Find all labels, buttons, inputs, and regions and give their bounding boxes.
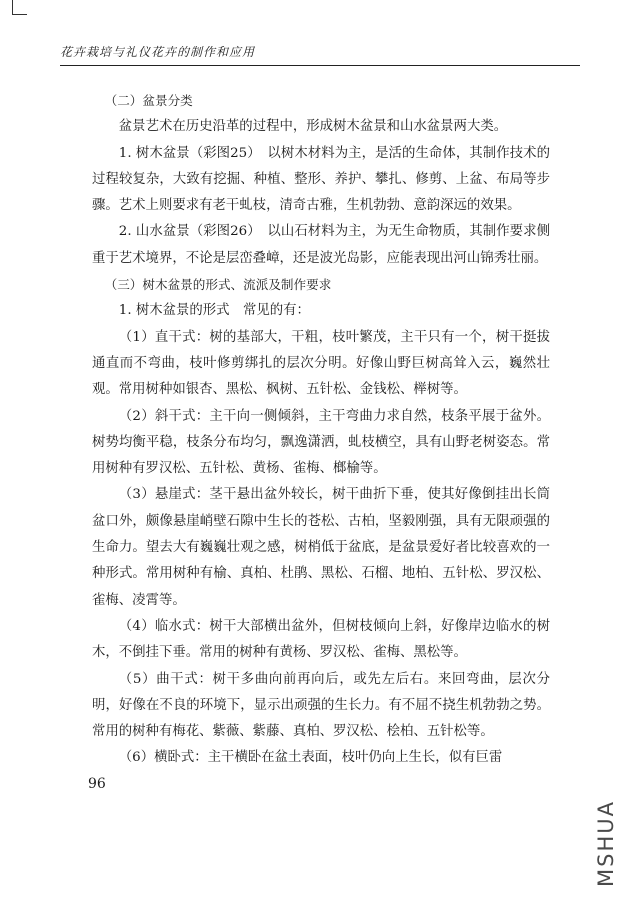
paragraph: 2. 山水盆景（彩图26） 以山石材料为主，为无生命物质，其制作要求侧重于艺术境界，不论是层峦叠嶂，还是波光岛影，应能表现出河山锦秀壮丽。 [92,224,550,266]
running-header [60,41,580,66]
paragraph: 1. 树木盆景（彩图25） 以树木材料为主，是活的生命体，其制作技术的过程较复杂，大致有挖掘、种植、整形、养护、攀扎、修剪、上盆、布局等步骤。艺术上则要求有老干虬枝，清奇古雅，生机勃勃、意韵深远的效果。 [92,145,550,214]
paragraph: （6）横卧式：主干横卧在盆土表面，枝叶仍向上生长，似有巨雷 [118,750,503,766]
paragraph: （2）斜干式：主干向一侧倾斜，主干弯曲力求自然，枝条平展于盆外。树势均衡平稳，枝条分布均匀，飘逸潇洒，虬枝横空，具有山野老树姿态。常用树种有罗汉松、五针松、黄杨、雀梅、榔榆等。 [92,408,550,477]
section-heading-classification: （二）盆景分类 [104,93,193,108]
section-heading-forms: （三）树木盆景的形式、流派及制作要求 [104,277,332,293]
paragraph: 盆景艺术在历史沿革的过程中，形成树木盆景和山水盆景两大类。 [118,119,508,135]
paragraph: （1）直干式：树的基部大，干粗，枝叶繁茂，主干只有一个，树干挺拔通直而不弯曲，枝叶修剪绑扎的层次分明。好像山野巨树高耸入云，巍然壮观。常用树种如银杏、黑松、枫树、五针松、金钱松、榉树等。 [92,329,550,398]
running-header-title: 花卉栽培与礼仪花卉的制作和应用 [60,45,256,59]
page-number: 96 [88,776,106,792]
paragraph: （3）悬崖式：茎干悬出盆外较长，树干曲折下垂，使其好像倒挂出长筒盆口外，颇像悬崖峭壁石隙中生长的苍松、古柏，坚毅刚强，具有无限顽强的生命力。望去大有巍巍壮观之感，树梢低于盆底，是盆景爱好者比较喜欢的一种形式。常用树种有榆、真柏、杜鹃、黑松、石榴、地柏、五针松、罗汉松、雀梅、凌霄等。 [92,487,550,608]
watermark-text: MSHUA [594,800,618,887]
body-text [92,88,550,772]
watermark [583,790,623,890]
paragraph: （5）曲干式：树干多曲向前再向后，或先左后右。来回弯曲，层次分明，好像在不良的环境下，显示出顽强的生长力。有不屈不挠生机勃勃之势。常用的树种有梅花、紫薇、紫藤、真柏、罗汉松、桧柏、五针松等。 [92,671,550,740]
crop-corner-mark [12,0,27,15]
paragraph: 1. 树木盆景的形式 常见的有： [118,303,310,319]
paragraph: （4）临水式：树干大部横出盆外，但树枝倾向上斜，好像岸边临水的树木，不倒挂下垂。常用的树种有黄杨、罗汉松、雀梅、黑松等。 [92,618,550,661]
